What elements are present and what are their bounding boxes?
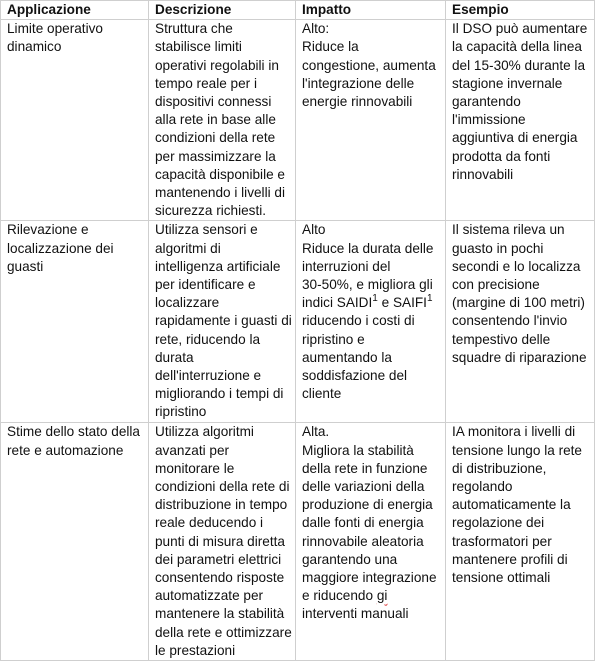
text-line: secondi e lo localizza <box>452 258 581 274</box>
text-line: rete, riducendo la <box>155 331 261 347</box>
text-line: rinnovabile aleatoria <box>302 533 424 549</box>
footnote-ref-saidi[interactable]: 1 <box>372 293 378 305</box>
text-line: Il sistema rileva un <box>452 222 565 238</box>
text-line: rapidamente i guasti di <box>155 313 292 329</box>
text-line: della rete in funzione <box>302 460 428 476</box>
text-line: garantendo <box>452 94 521 110</box>
cell-applicazione <box>1 221 149 423</box>
text-line: di distribuzione, <box>452 460 547 476</box>
text-line: alla rete in base alle <box>155 112 276 128</box>
text-line: l'immissione <box>452 112 526 128</box>
text-line: dispositivi connessi <box>155 94 272 110</box>
text-line: l'integrazione delle <box>302 75 415 91</box>
cell-descrizione <box>149 20 296 221</box>
text-line: Il DSO può aumentare <box>452 21 588 37</box>
text-line: interventi manuali <box>302 606 409 622</box>
text-line: mantenere profili di <box>452 551 568 567</box>
impatto-lines-before <box>302 423 441 587</box>
cell-impatto <box>296 221 446 423</box>
text-line: reale deducendo i <box>155 515 264 531</box>
header-esempio: Esempio <box>446 1 595 20</box>
text-line: operativi regolabili in <box>155 57 279 73</box>
cell-esempio <box>446 20 595 221</box>
text-line: trasformatori per <box>452 533 552 549</box>
text-line: Riduce la durata delle <box>302 240 434 256</box>
text-line: Utilizza sensori e <box>155 222 258 238</box>
text-line: algoritmi di <box>155 240 221 256</box>
text-line: Limite operativo <box>7 21 103 37</box>
text-line: Struttura che <box>155 21 233 37</box>
text-line: condizioni della rete di <box>155 479 290 495</box>
text-line: produzione di energia <box>302 497 433 513</box>
cell-impatto <box>296 423 446 661</box>
text-line: dalle fonti di energia <box>302 515 424 531</box>
text-line: tensione lungo la rete <box>452 442 582 458</box>
text-line: interruzioni del <box>302 258 391 274</box>
text-line: distribuzione in tempo <box>155 497 288 513</box>
text-line: dinamico <box>7 39 62 55</box>
saidi-text: indici SAIDI <box>302 295 373 311</box>
cell-esempio <box>446 221 595 423</box>
text-line: dei parametri elettrici <box>155 551 282 567</box>
cell-descrizione <box>149 423 296 661</box>
cell-descrizione <box>149 221 296 423</box>
text-line: rinnovabili <box>452 166 514 182</box>
text-line: tensione ottimali <box>452 570 551 586</box>
text-line: delle variazioni della <box>302 479 425 495</box>
text-line: migliorando i tempi di <box>155 386 284 402</box>
misspelled-prefix: e riducendo <box>302 588 377 604</box>
text-line: Riduce la <box>302 39 359 55</box>
text-line: condizioni della rete <box>155 130 276 146</box>
text-line: consentendo l'invio <box>452 313 568 329</box>
cell-esempio <box>446 423 595 661</box>
text-line: regolando <box>452 479 513 495</box>
text-line: localizzazione dei <box>7 240 114 256</box>
text-line: consentendo risposte <box>155 570 285 586</box>
text-line: la capacità della linea <box>452 39 582 55</box>
impatto-lines-after <box>302 312 441 403</box>
impatto-lines-before <box>302 221 441 294</box>
text-line: 30-50%, e migliora gli <box>302 277 433 293</box>
text-line: durata <box>155 349 194 365</box>
text-line: guasto in pochi <box>452 240 544 256</box>
text-line: ripristino e <box>302 331 365 347</box>
saifi-text: e SAIFI <box>377 295 427 311</box>
impatto-lines-after <box>302 605 441 623</box>
text-line: riducendo i costi di <box>302 313 415 329</box>
header-impatto: Impatto <box>296 1 446 20</box>
text-line: con precisione <box>452 277 540 293</box>
text-line: Alto: <box>302 21 330 37</box>
header-row <box>1 1 595 20</box>
table-row <box>1 20 595 221</box>
text-line: ripristino <box>155 404 207 420</box>
text-line: maggiore integrazione <box>302 570 437 586</box>
text-line: rete e automazione <box>7 442 124 458</box>
text-line: stabilisce limiti <box>155 39 242 55</box>
text-line: (margine di 100 metri) <box>452 295 585 311</box>
text-line: aggiuntiva di energia <box>452 130 578 146</box>
text-line: mantenendo i livelli di <box>155 185 285 201</box>
text-line: capacità disponibile e <box>155 166 285 182</box>
footnote-ref-saifi[interactable]: 1 <box>426 293 433 305</box>
text-line: dell'interruzione e <box>155 368 262 384</box>
text-line: intelligenza artificiale <box>155 258 281 274</box>
text-line: avanzati per <box>155 442 230 458</box>
text-line: tempestivo delle <box>452 331 551 347</box>
cell-impatto <box>296 20 446 221</box>
text-line: IA monitora i livelli di <box>452 424 576 440</box>
cell-applicazione <box>1 423 149 661</box>
text-line: automatizzate per <box>155 588 264 604</box>
text-line: le prestazioni <box>155 642 236 658</box>
text-line: squadre di riparazione <box>452 349 587 365</box>
text-line: stagione invernale <box>452 75 563 91</box>
text-line: Alta. <box>302 424 330 440</box>
text-line: punti di misura diretta <box>155 533 285 549</box>
text-line: Alto <box>302 222 326 238</box>
misspelled-line <box>302 587 441 605</box>
text-line: per identificare e <box>155 277 256 293</box>
text-line: Utilizza algoritmi <box>155 424 254 440</box>
header-applicazione: Applicazione <box>1 1 149 20</box>
text-line: congestione, aumenta <box>302 57 436 73</box>
text-line: localizzare <box>155 295 220 311</box>
text-line: cliente <box>302 386 342 402</box>
text-line: energie rinnovabili <box>302 94 413 110</box>
cell-applicazione <box>1 20 149 221</box>
text-line: del 15-30% durante la <box>452 57 586 73</box>
text-line: garantendo una <box>302 551 398 567</box>
text-line: automaticamente la <box>452 497 571 513</box>
table-row <box>1 221 595 423</box>
text-line: per massimizzare la <box>155 148 276 164</box>
text-line: Rilevazione e <box>7 222 89 238</box>
header-descrizione: Descrizione <box>149 1 296 20</box>
text-line: guasti <box>7 258 44 274</box>
text-line: aumentando la <box>302 349 392 365</box>
indices-line <box>302 294 441 312</box>
text-line: tempo reale per i <box>155 75 258 91</box>
text-line: monitorare le <box>155 460 235 476</box>
text-line: soddisfazione del <box>302 368 408 384</box>
table-row <box>1 423 595 661</box>
text-line: Migliora la stabilità <box>302 442 414 458</box>
text-line: prodotta da fonti <box>452 148 551 164</box>
text-line: regolazione dei <box>452 515 545 531</box>
text-line: sicurezza richiesti. <box>155 203 267 219</box>
text-line: Stime dello stato della <box>7 424 140 440</box>
text-line: mantenere la stabilità <box>155 606 285 622</box>
spellcheck-word[interactable]: gi <box>376 588 388 604</box>
text-line: della rete e ottimizzare <box>155 624 292 640</box>
